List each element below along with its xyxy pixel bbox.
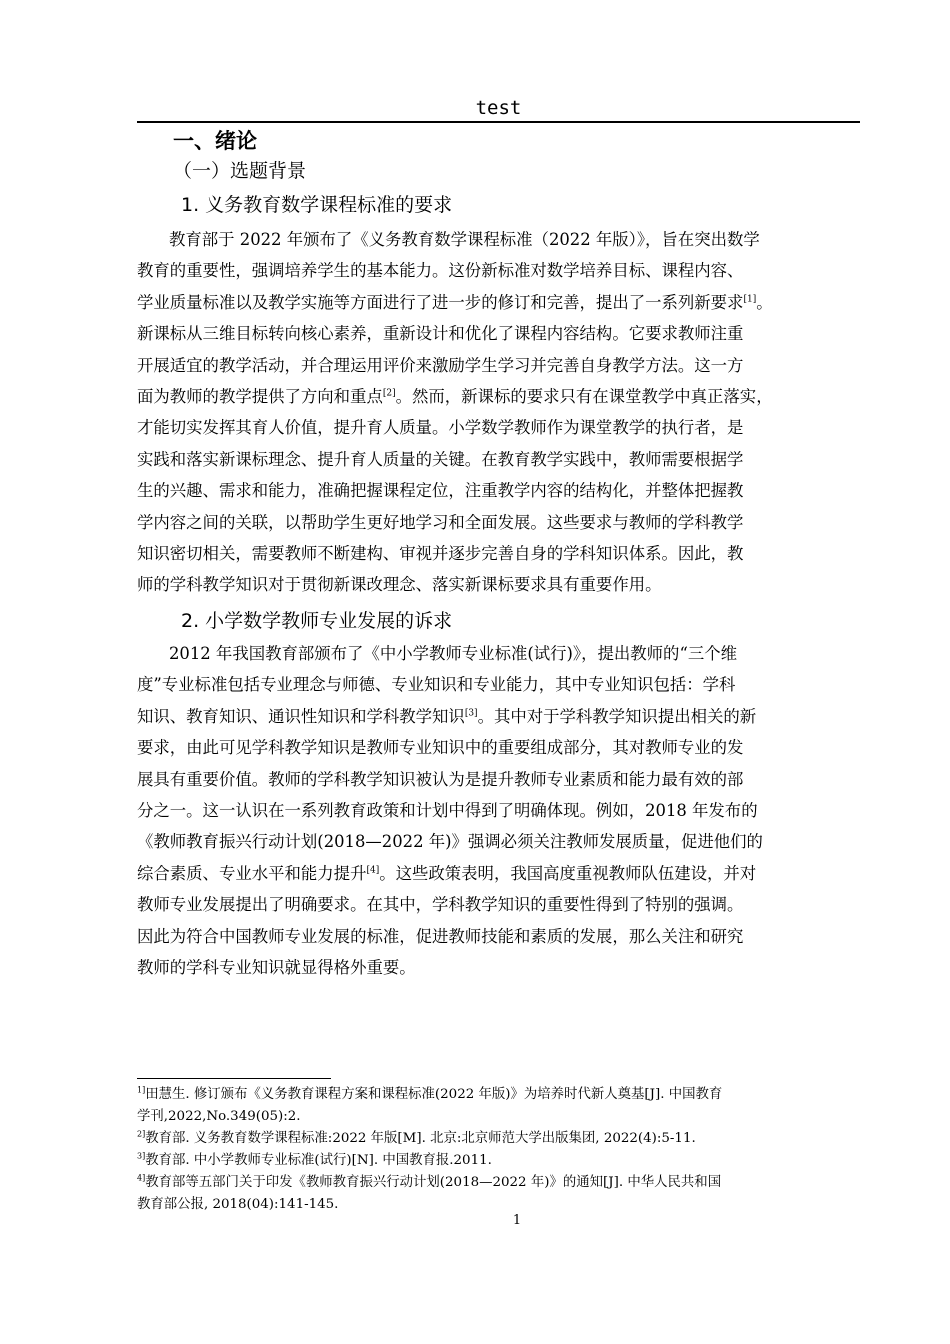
paragraph-line: 学业质量标准以及教学实施等方面进行了进一步的修订和完善，提出了一系列新要求[1]。 <box>137 292 773 312</box>
paragraph-line: 2012 年我国教育部颁布了《中小学教师专业标准(试行)》，提出教师的“三个维 <box>169 644 737 663</box>
footnote-marker: 4] <box>137 1173 146 1183</box>
page-number: 1 <box>512 1213 522 1228</box>
paragraph-line: 综合素质、专业水平和能力提升[4]。这些政策表明，我国高度重视教师队伍建设，并对 <box>137 863 757 883</box>
page-header: test <box>475 97 522 119</box>
subsection-heading-2: 2. 小学数学教师专业发展的诉求 <box>181 610 453 632</box>
citation-ref: [1] <box>743 294 757 305</box>
paragraph-line: 度”专业标准包括专业理念与师德、专业知识和专业能力，其中专业知识包括：学科 <box>137 675 736 695</box>
citation-ref: [2] <box>382 388 396 399</box>
footnote-line: $^{1]}$田慧生. 修订颁布《义务教育课程方案和课程标准(2022 年版)》为培养时代新人奠基[J]. 中国教育 <box>137 1085 723 1102</box>
paragraph-line: 分之一。这一认识在一系列教育政策和计划中得到了明确体现。例如，2018 年发布的 <box>137 800 758 820</box>
footnote-line: $^{2]}$教育部. 义务教育数学课程标准:2022 年版[M]. 北京:北京师范大学出版集团, 2022(4):5-11. <box>137 1129 696 1146</box>
paragraph-line: 实践和落实新课标理念、提升育人质量的关键。在教育教学实践中，教师需要根据学 <box>137 449 744 469</box>
footnote-marker: 1] <box>137 1085 146 1095</box>
paragraph-teacher-development <box>137 638 877 983</box>
footnote-line: 学刊,2022,No.349(05):2. <box>137 1109 301 1124</box>
paragraph-line: 学内容之间的关联，以帮助学生更好地学习和全面发展。这些要求与教师的学科教学 <box>137 512 744 532</box>
paragraph-line: 教育的重要性，强调培养学生的基本能力。这份新标准对数学培养目标、课程内容、 <box>137 261 744 281</box>
paragraph-line: 新课标从三维目标转向核心素养，重新设计和优化了课程内容结构。它要求教师注重 <box>137 324 744 344</box>
subsection-heading-1: 1. 义务教育数学课程标准的要求 <box>181 194 453 216</box>
citation-ref: [4] <box>366 865 380 876</box>
paragraph-line: 面为教师的教学提供了方向和重点[2]。然而，新课标的要求只有在课堂教学中真正落实， <box>137 386 773 406</box>
paragraph-line: 师的学科教学知识对于贯彻新课改理念、落实新课标要求具有重要作用。 <box>137 575 662 595</box>
paragraph-line: 展具有重要价值。教师的学科教学知识被认为是提升教师专业素质和能力最有效的部 <box>137 769 744 789</box>
footnotes <box>137 1084 867 1216</box>
chapter-heading: 一、绪论 <box>173 129 257 153</box>
footnote-line: 教育部公报, 2018(04):141-145. <box>137 1197 339 1212</box>
paragraph-line: 开展适宜的教学活动，并合理运用评价来激励学生学习并完善自身教学方法。这一方 <box>137 355 744 375</box>
paragraph-line: 教育部于 2022 年颁布了《义务教育数学课程标准（2022 年版）》，旨在突出数学 <box>169 230 760 249</box>
paragraph-line: 生的兴趣、需求和能力，准确把握课程定位，注重教学内容的结构化，并整体把握教 <box>137 481 744 501</box>
footnote-separator <box>137 1078 331 1079</box>
paragraph-line: 知识、教育知识、通识性知识和学科教学知识[3]。其中对于学科教学知识提出相关的新 <box>137 706 757 726</box>
footnote-marker: 3] <box>137 1151 146 1161</box>
paragraph-line: 教师专业发展提出了明确要求。在其中，学科教学知识的重要性得到了特别的强调。 <box>137 895 744 915</box>
section-heading: （一）选题背景 <box>173 160 307 182</box>
paragraph-line: 知识密切相关，需要教师不断建构、审视并逐步完善自身的学科知识体系。因此，教 <box>137 543 744 563</box>
paragraph-line: 《教师教育振兴行动计划(2018—2022 年)》强调必须关注教师发展质量，促进他们的 <box>137 832 763 852</box>
footnote-marker: 2] <box>137 1129 146 1139</box>
footnote-line: $^{3]}$教育部. 中小学教师专业标准(试行)[N]. 中国教育报.2011. <box>137 1151 492 1168</box>
footnote-line: $^{4]}$教育部等五部门关于印发《教师教育振兴行动计划(2018—2022 年)》的通知[J]. 中华人民共和国 <box>137 1173 722 1190</box>
header-rule <box>137 121 860 123</box>
paragraph-line: 要求，由此可见学科教学知识是教师专业知识中的重要组成部分，其对教师专业的发 <box>137 738 744 758</box>
paragraph-line: 因此为符合中国教师专业发展的标准，促进教师技能和素质的发展，那么关注和研究 <box>137 926 744 946</box>
paragraph-curriculum-standard <box>137 224 877 601</box>
citation-ref: [3] <box>464 708 478 719</box>
paragraph-line: 才能切实发挥其育人价值，提升育人质量。小学数学教师作为课堂教学的执行者，是 <box>137 418 744 438</box>
paragraph-line: 教师的学科专业知识就显得格外重要。 <box>137 957 416 977</box>
